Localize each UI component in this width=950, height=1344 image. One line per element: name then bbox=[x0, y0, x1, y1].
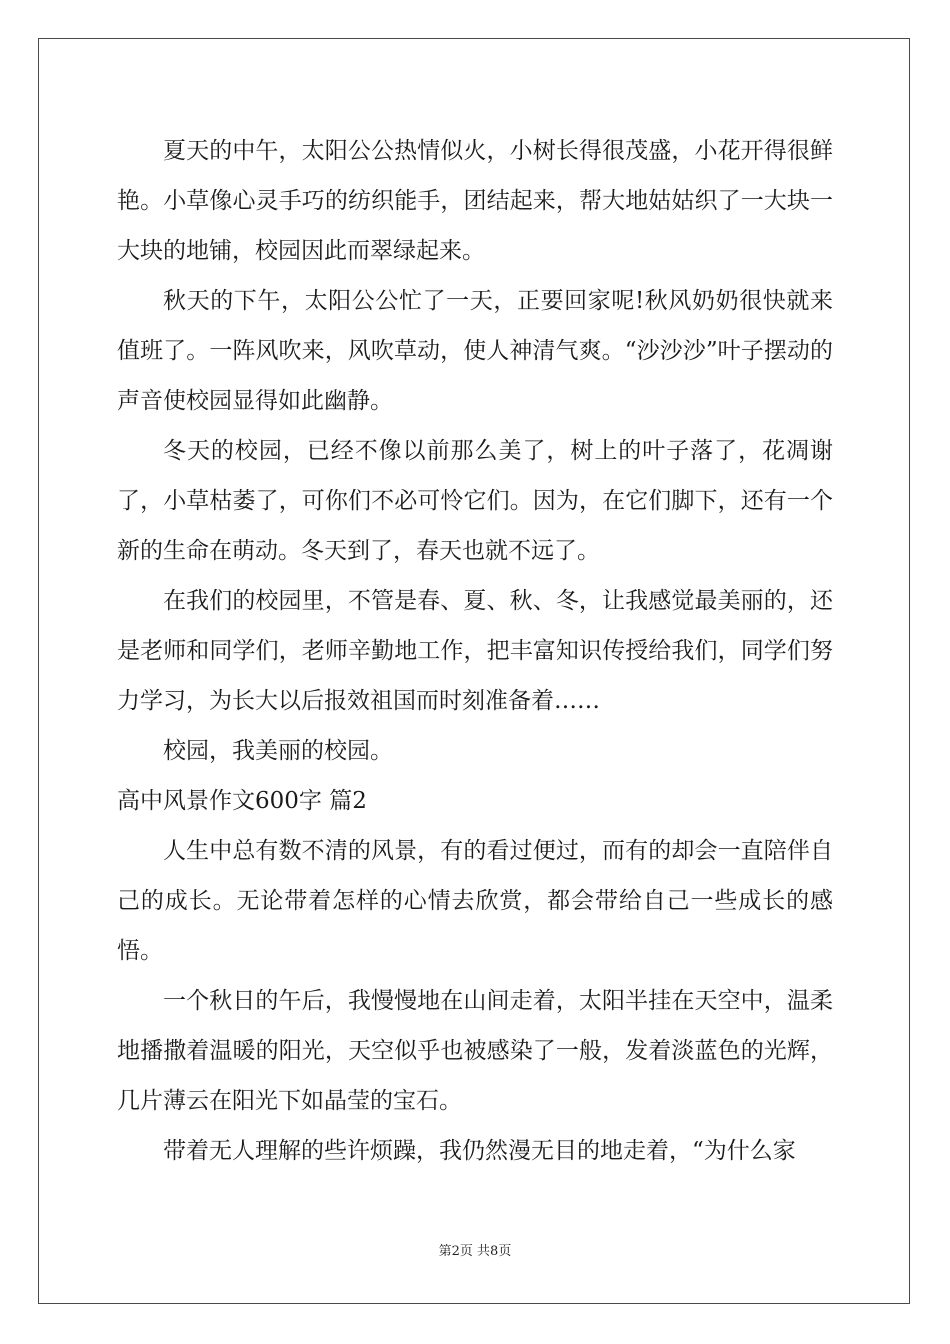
paragraph-autumn-walk: 一个秋日的午后，我慢慢地在山间走着，太阳半挂在天空中，温柔地播撒着温暖的阳光，天空似乎也被感染了一般，发着淡蓝色的光辉，几片薄云在阳光下如晶莹的宝石。 bbox=[117, 988, 833, 1114]
paragraph-teachers: 在我们的校园里，不管是春、夏、秋、冬，让我感觉最美丽的，还是老师和同学们，老师辛勤地工作，把丰富知识传授给我们，同学们努力学习，为长大以后报效祖国而时刻准备着…… bbox=[117, 588, 833, 714]
document-body bbox=[117, 126, 833, 1176]
page-footer: 第2页 共8页 bbox=[438, 1244, 512, 1259]
section-heading: 高中风景作文600字 篇2 bbox=[117, 788, 367, 814]
paragraph-winter: 冬天的校园，已经不像以前那么美了，树上的叶子落了，花凋谢了，小草枯萎了，可你们不必可怜它们。因为，在它们脚下，还有一个新的生命在萌动。冬天到了，春天也就不远了。 bbox=[117, 438, 833, 564]
paragraph-continuation: 带着无人理解的些许烦躁，我仍然漫无目的地走着，“为什么家 bbox=[163, 1138, 796, 1164]
paragraph-scenery: 人生中总有数不清的风景，有的看过便过，而有的却会一直陪伴自己的成长。无论带着怎样的心情去欣赏，都会带给自己一些成长的感悟。 bbox=[117, 838, 833, 964]
paragraph-autumn: 秋天的下午，太阳公公忙了一天，正要回家呢!秋风奶奶很快就来值班了。一阵风吹来，风吹草动，使人神清气爽。“沙沙沙”叶子摆动的声音使校园显得如此幽静。 bbox=[117, 288, 833, 414]
paragraph-summer: 夏天的中午，太阳公公热情似火，小树长得很茂盛，小花开得很鲜艳。小草像心灵手巧的纺织能手，团结起来，帮大地姑姑织了一大块一大块的地铺，校园因此而翠绿起来。 bbox=[117, 138, 833, 264]
paragraph-closing: 校园，我美丽的校园。 bbox=[163, 738, 393, 764]
